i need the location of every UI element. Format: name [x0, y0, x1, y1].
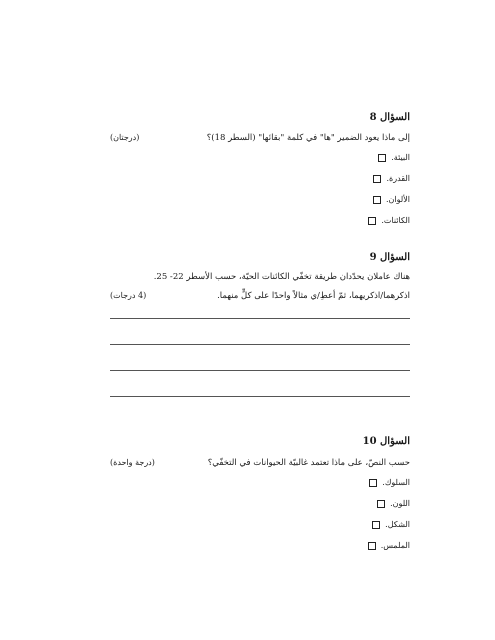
option-label: الملمس. — [380, 541, 410, 550]
question-10-text: حسب النصّ، على ماذا تعتمد غالبيّة الحيوانات في التخفّي؟ — [207, 458, 410, 468]
question-10-option-4[interactable] — [368, 541, 410, 550]
checkbox[interactable] — [368, 542, 376, 550]
option-label: الألوان. — [386, 195, 410, 204]
checkbox[interactable] — [368, 217, 376, 225]
answer-line-2[interactable] — [110, 344, 410, 345]
question-8-title: السؤال 8 — [369, 112, 410, 123]
answer-line-3[interactable] — [110, 370, 410, 371]
question-9-points: (4 درجات) — [110, 291, 147, 300]
question-8-option-1[interactable] — [378, 153, 410, 162]
question-10-option-3[interactable] — [372, 520, 410, 529]
question-9-title: السؤال 9 — [369, 252, 410, 263]
question-8-text: إلى ماذا يعود الضمير "ها" في كلمة "بقائها" (السطر 18)؟ — [206, 133, 410, 143]
question-10-option-1[interactable] — [369, 478, 410, 487]
option-label: القدرة. — [386, 174, 410, 183]
checkbox[interactable] — [369, 479, 377, 487]
checkbox[interactable] — [372, 521, 380, 529]
question-8-option-4[interactable] — [368, 216, 410, 225]
checkbox[interactable] — [373, 175, 381, 183]
question-10-option-2[interactable] — [377, 499, 410, 508]
option-label: الشكل. — [385, 520, 410, 529]
checkbox[interactable] — [377, 500, 385, 508]
option-label: البيئة. — [391, 153, 410, 162]
option-label: السلوك. — [382, 478, 410, 487]
checkbox[interactable] — [378, 154, 386, 162]
question-8-option-2[interactable] — [373, 174, 410, 183]
question-8-option-3[interactable] — [373, 195, 410, 204]
question-10-title: السؤال 10 — [362, 436, 410, 447]
question-9-subtext: اذكرهما/اذكريهما، ثمّ أعطِ/ي مثالاً واحدًا على كلٍّ منهما. — [217, 291, 410, 301]
option-label: اللون. — [390, 499, 410, 508]
question-8-points: (درجتان) — [110, 133, 140, 142]
option-label: الكائنات. — [381, 216, 410, 225]
question-9-text: هناك عاملان يحدّدان طريقة تخفّي الكائنات الحيّة، حسب الأسطر 22- 25. — [153, 272, 410, 282]
answer-line-4[interactable] — [110, 396, 410, 397]
question-10-points: (درجة واحدة) — [110, 458, 155, 467]
checkbox[interactable] — [373, 196, 381, 204]
answer-line-1[interactable] — [110, 318, 410, 319]
